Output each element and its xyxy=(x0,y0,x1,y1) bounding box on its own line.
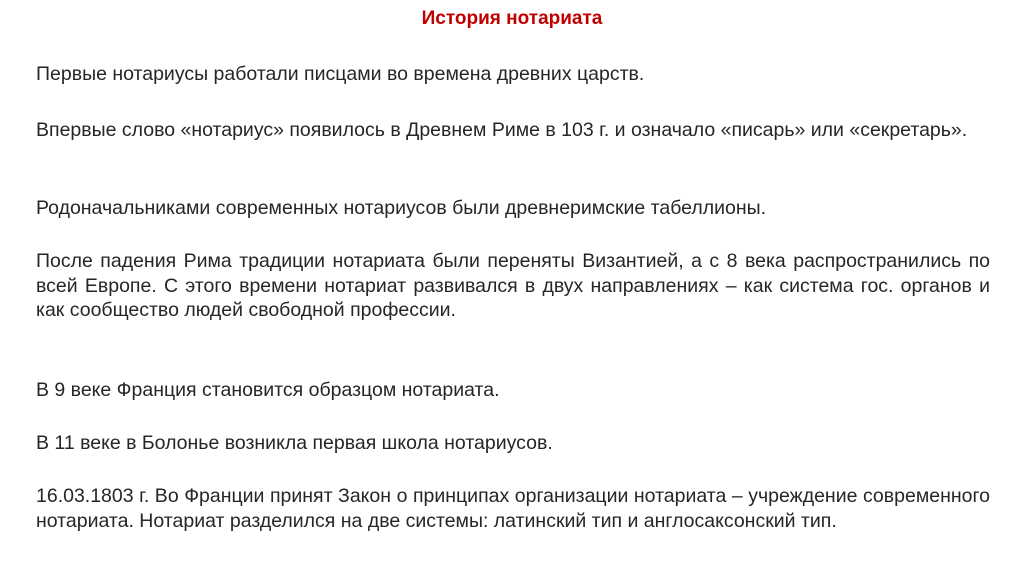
paragraph-word-origin: Впервые слово «нотариус» появилось в Древнем Риме в 103 г. и означало «писарь» или «секретарь». xyxy=(36,119,968,141)
slide-title: История нотариата xyxy=(421,8,603,29)
paragraph-tabellions: Родоначальниками современных нотариусов были древнеримские табеллионы. xyxy=(36,197,767,219)
paragraph-first-notaries: Первые нотариусы работали писцами во времена древних царств. xyxy=(36,63,645,85)
paragraph-law-1803: 16.03.1803 г. Во Франции принят Закон о принципах организации нотариата – учреждение современного нотариата. Нотариат разделился на две системы: латинский тип и англосаксонский тип. xyxy=(36,485,990,532)
paragraph-france-9th-century: В 9 веке Франция становится образцом нотариата. xyxy=(36,379,500,401)
paragraph-bologna-school: В 11 веке в Болонье возникла первая школа нотариусов. xyxy=(36,432,553,454)
paragraph-byzantium: После падения Рима традиции нотариата были переняты Византией, а с 8 века распространились по всей Европе. С этого времени нотариат развивался в двух направлениях – как система гос. органов и как сообщество людей свободной профессии. xyxy=(36,250,990,321)
